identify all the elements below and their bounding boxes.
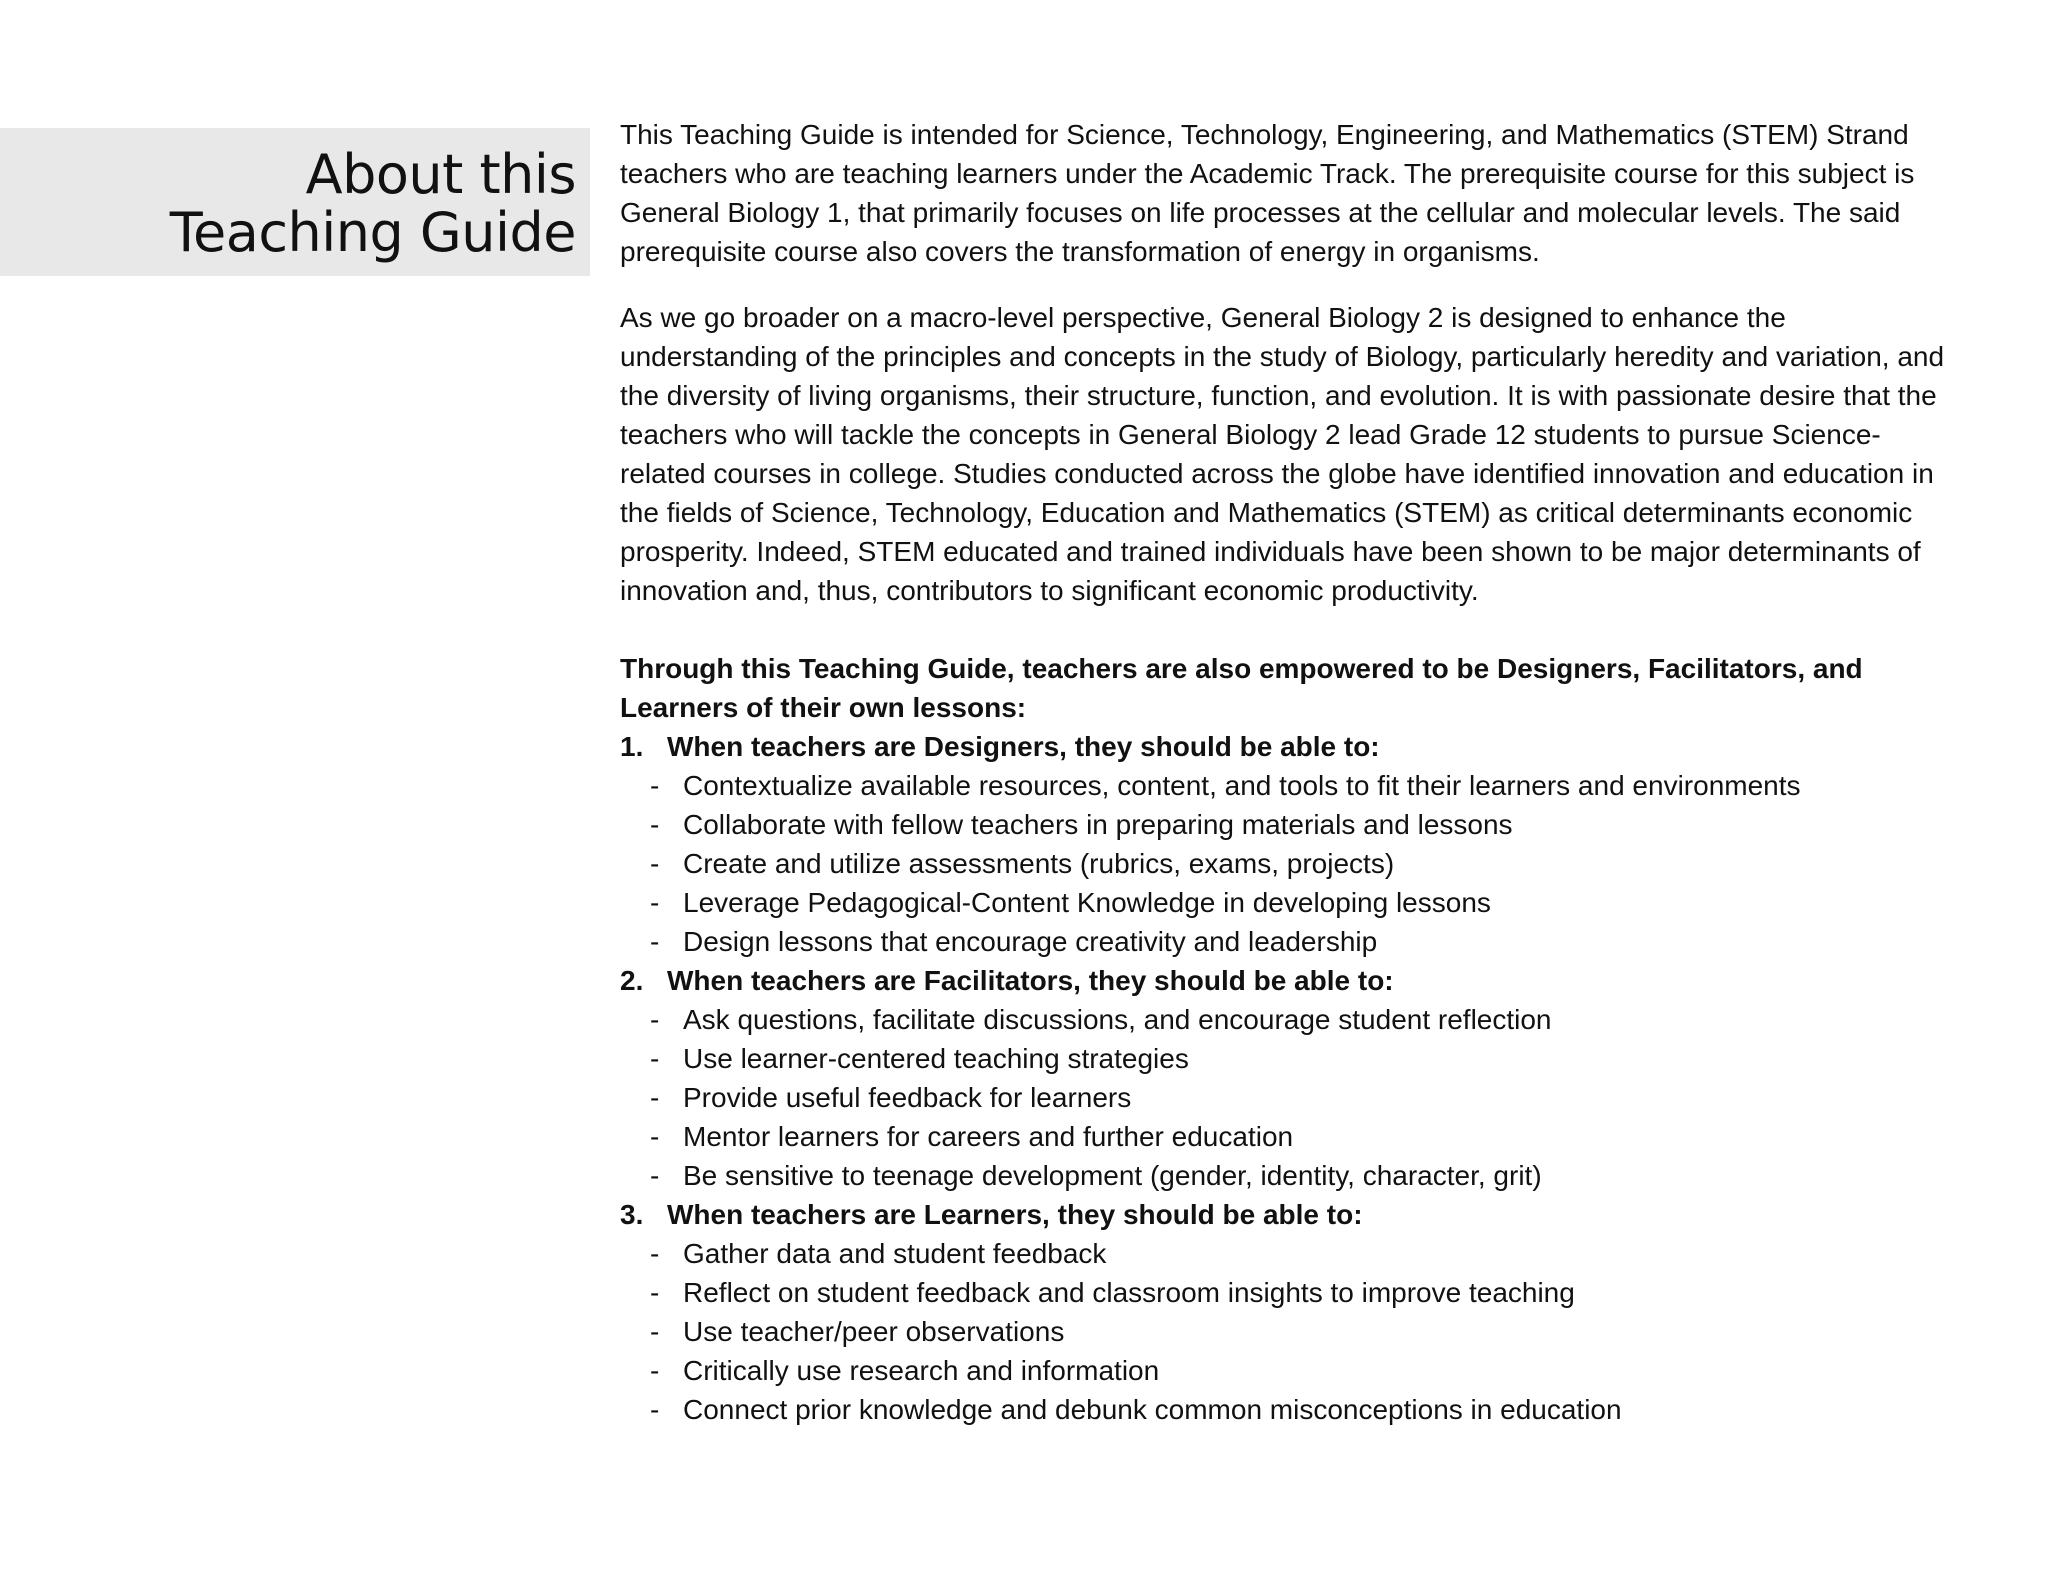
list-item: - Use learner-centered teaching strategies <box>620 1039 1950 1078</box>
section-heading <box>620 1195 1950 1234</box>
title-banner <box>0 128 590 276</box>
section-heading-text: When teachers are Facilitators, they should be able to: <box>667 965 1394 996</box>
bullet-dash: - <box>650 809 660 840</box>
section-designers <box>620 727 1950 961</box>
bullet-dash: - <box>650 1277 660 1308</box>
list-item: - Design lessons that encourage creativity and leadership <box>620 922 1950 961</box>
list-item: - Mentor learners for careers and further education <box>620 1117 1950 1156</box>
section-learners <box>620 1195 1950 1429</box>
list-item: - Ask questions, facilitate discussions, and encourage student reflection <box>620 1000 1950 1039</box>
section-heading-text: When teachers are Designers, they should be able to: <box>667 731 1380 762</box>
roles-intro: Through this Teaching Guide, teachers are also empowered to be Designers, Facilitators, and Learners of their own lessons: <box>620 653 1863 723</box>
bullet-dash: - <box>650 1316 660 1347</box>
bullet-dash: - <box>650 770 660 801</box>
list-item: - Connect prior knowledge and debunk common misconceptions in education <box>620 1390 1950 1429</box>
list-item: - Critically use research and information <box>620 1351 1950 1390</box>
section-number: 2. <box>620 965 644 996</box>
section-facilitators <box>620 961 1950 1195</box>
list-item: - Use teacher/peer observations <box>620 1312 1950 1351</box>
bullet-dash: - <box>650 1160 660 1191</box>
bullet-dash: - <box>650 1355 660 1386</box>
bullet-dash: - <box>650 1004 660 1035</box>
list-item: - Gather data and student feedback <box>620 1234 1950 1273</box>
bullet-list <box>620 1234 1950 1429</box>
paragraph-2: As we go broader on a macro-level perspective, General Biology 2 is designed to enhance the understanding of the principles and concepts in the study of Biology, particularly heredity and variation, and the diversity of living organisms, their structure, function, and evolution. It is with passionate desire that the teachers who will tackle the concepts in General Biology 2 lead Grade 12 students to pursue Science-related courses in college. Studies conducted across the globe have identified innovation and education in the fields of Science, Technology, Education and Mathematics (STEM) as critical determinants economic prosperity. Indeed, STEM educated and trained individuals have been shown to be major determinants of innovation and, thus, contributors to significant economic productivity. <box>620 302 1945 606</box>
list-item: - Create and utilize assessments (rubrics, exams, projects) <box>620 844 1950 883</box>
bullet-dash: - <box>650 848 660 879</box>
section-heading-text: When teachers are Learners, they should be able to: <box>667 1199 1363 1230</box>
page-title-line-1: About this <box>305 143 576 206</box>
bullet-dash: - <box>650 1238 660 1269</box>
section-number: 3. <box>620 1199 644 1230</box>
paragraph-1: This Teaching Guide is intended for Science, Technology, Engineering, and Mathematics (STEM) Strand teachers who are teaching learners under the Academic Track. The prerequisite course for this subject is General Biology 1, that primarily focuses on life processes at the cellular and molecular levels. The said prerequisite course also covers the transformation of energy in organisms. <box>620 119 1915 267</box>
list-item: - Reflect on student feedback and classroom insights to improve teaching <box>620 1273 1950 1312</box>
list-item: - Collaborate with fellow teachers in preparing materials and lessons <box>620 805 1950 844</box>
page-title <box>169 143 576 264</box>
bullet-dash: - <box>650 926 660 957</box>
section-number: 1. <box>620 731 644 762</box>
bullet-dash: - <box>650 1043 660 1074</box>
bullet-dash: - <box>650 1082 660 1113</box>
bullet-list <box>620 766 1950 961</box>
main-content <box>620 115 1950 1429</box>
bullet-dash: - <box>650 1121 660 1152</box>
list-item: - Contextualize available resources, content, and tools to fit their learners and environments <box>620 766 1950 805</box>
list-item: - Leverage Pedagogical-Content Knowledge in developing lessons <box>620 883 1950 922</box>
bullet-dash: - <box>650 1394 660 1425</box>
bullet-list <box>620 1000 1950 1195</box>
section-heading <box>620 727 1950 766</box>
list-item: - Be sensitive to teenage development (gender, identity, character, grit) <box>620 1156 1950 1195</box>
page-title-line-2: Teaching Guide <box>169 201 576 264</box>
bullet-dash: - <box>650 887 660 918</box>
list-item: - Provide useful feedback for learners <box>620 1078 1950 1117</box>
section-heading <box>620 961 1950 1000</box>
